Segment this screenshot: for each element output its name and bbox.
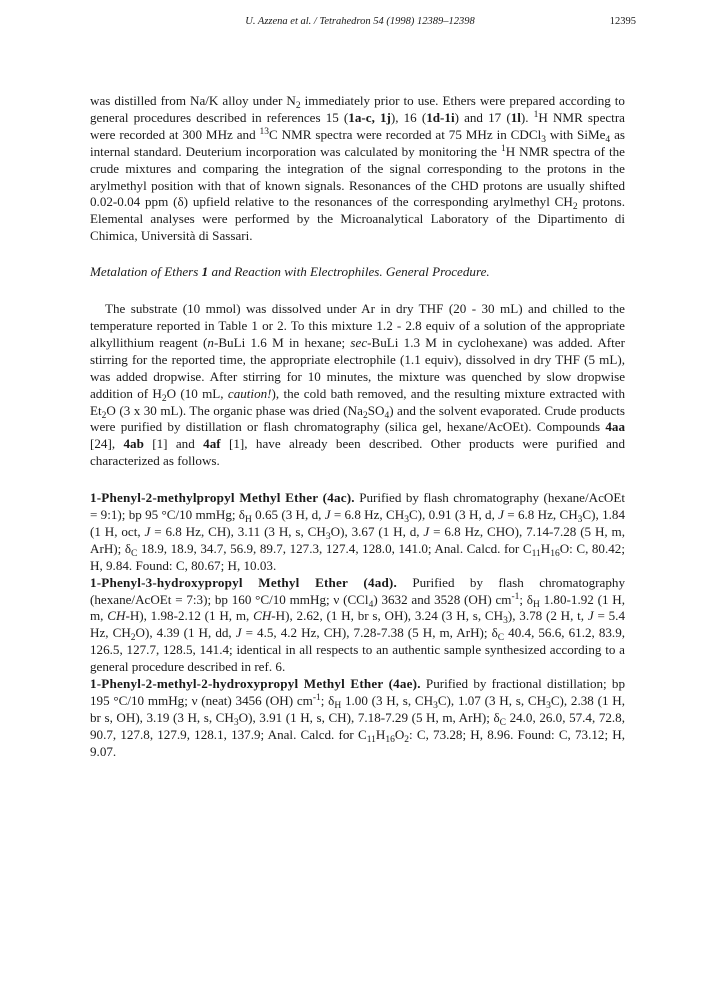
running-head: [0, 16, 720, 32]
compound-entry-4ae: 1-Phenyl-2-methyl-2-hydroxypropyl Methyl Ether (4ae). Purified by fractional distillation; bp 195 °C/10 mmHg; ν (neat) 3456 (OH) $cm^{-1}$; $\delta_H$ 1.00 (3 H, s, $CH_3C$), 1.07 (3 H, s, $CH_3C$), 2.38 (1 H, br s, OH), 3.19 (3 H, s, $CH_3O$), 3.91 (1 H, s, CH), 7.18-7.29 (5 H, m, ArH); $\delta_C$ 24.0, 26.0, 57.4, 72.8, 90.7, 127.8, 127.9, 128.1, 137.9; Anal. Calcd. for $C_{11}H_{16}O_2$: C, 73.28; H, 8.96. Found: C, 73.12; H, 9.07.: [90, 676, 626, 759]
compound-entry-4ac: 1-Phenyl-2-methylpropyl Methyl Ether (4ac). Purified by flash chromatography (hexane/AcOEt = 9:1); bp 95 °C/10 mmHg; $\delta_H$ 0.65 (3 H, d, J = 6.8 Hz, $CH_3C$), 0.91 (3 H, d, J = 6.8 Hz, $CH_3C$), 1.84 (1 H, oct, J = 6.8 Hz, CH), 3.11 (3 H, s, $CH_3O$), 3.67 (1 H, d, J = 6.8 Hz, CHO), 7.14-7.28 (5 H, m, ArH); $\delta_C$ 18.9, 18.9, 34.7, 56.9, 89.7, 127.3, 127.4, 128.0, 141.0; Anal. Calcd. for $C_{11}H_{16}O$: C, 80.42; H, 9.84. Found: C, 80.67; H, 10.03.: [90, 490, 626, 573]
article-body: [90, 93, 625, 761]
running-head-title: U. Azzena et al. / Tetrahedron 54 (1998) 12389–12398: [245, 16, 475, 27]
general-procedure-paragraph: The substrate (10 mmol) was dissolved under Ar in dry THF (20 - 30 mL) and chilled to the temperature reported in Table 1 or 2. To this mixture 1.2 - 2.8 equiv of a solution of the appropriate alkyllithium reagent (n-BuLi 1.6 M in hexane; sec-BuLi 1.3 M in cyclohexane) was added. After stirring for the reported time, the appropriate electrophile (1.1 equiv), dissolved in dry THF (5 mL), was added dropwise. After stirring for 10 minutes, the mixture was quenched by slow dropwise addition of $H_2O$ (10 mL, caution!), the cold bath removed, and the resulting mixture extracted with $Et_2O$ (3 x 30 mL). The organic phase was dried $(Na_2SO_4)$ and the solvent evaporated. Crude products were purified by distillation or flash chromatography (silica gel, hexane/AcOEt). Compounds 4aa [24], 4ab [1] and 4af [1], have already been described. Other products were purified and characterized as follows.: [90, 301, 625, 469]
page-number: 12395: [609, 16, 636, 27]
procedure-heading: Metalation of Ethers 1 and Reaction with Electrophiles. General Procedure.: [90, 264, 490, 280]
experimental-general-paragraph: was distilled from Na/K alloy under $N_2$ immediately prior to use. Ethers were prepared according to general procedures described in references 15 (1a-c, 1j), 16 (1d-1i) and 17 (1l). $^1$H NMR spectra were recorded at 300 MHz and $^{13}$C NMR spectra were recorded at 75 MHz in CDCl$_3$ with SiMe$_4$ as internal standard. Deuterium incorporation was calculated by monitoring the $^1$H NMR spectra of the crude mixtures and comparing the integration of the signal corresponding to the protons in the arylmethyl position with that of known signals. Resonances of the CHD protons are usually shifted 0.02-0.04 ppm (δ) upfield relative to the resonances of the corresponding arylmethyl $CH_2$ protons. Elemental analyses were performed by the Microanalytical Laboratory of the Dipartimento di Chimica, Università di Sassari.: [90, 93, 625, 244]
compound-entry-4ad: 1-Phenyl-3-hydroxypropyl Methyl Ether (4ad). Purified by flash chromatography (hexane/AcOEt = 7:3); bp 160 °C/10 mmHg; ν (CCl$_4$) 3632 and 3528 (OH) $cm^{-1}$; $\delta_H$ 1.80-1.92 (1 H, m, CH-H), 1.98-2.12 (1 H, m, CH-H), 2.62, (1 H, br s, OH), 3.24 (3 H, s, $CH_3$), 3.78 (2 H, t, J = 5.4 Hz, $CH_2O$), 4.39 (1 H, dd, J = 4.5, 4.2 Hz, CH), 7.28-7.38 (5 H, m, ArH); $\delta_C$ 40.4, 56.6, 61.2, 83.9, 126.5, 127.7, 128.5, 141.4; identical in all respects to an authentic sample synthesized according to a general procedure described in ref. 6.: [90, 574, 626, 675]
